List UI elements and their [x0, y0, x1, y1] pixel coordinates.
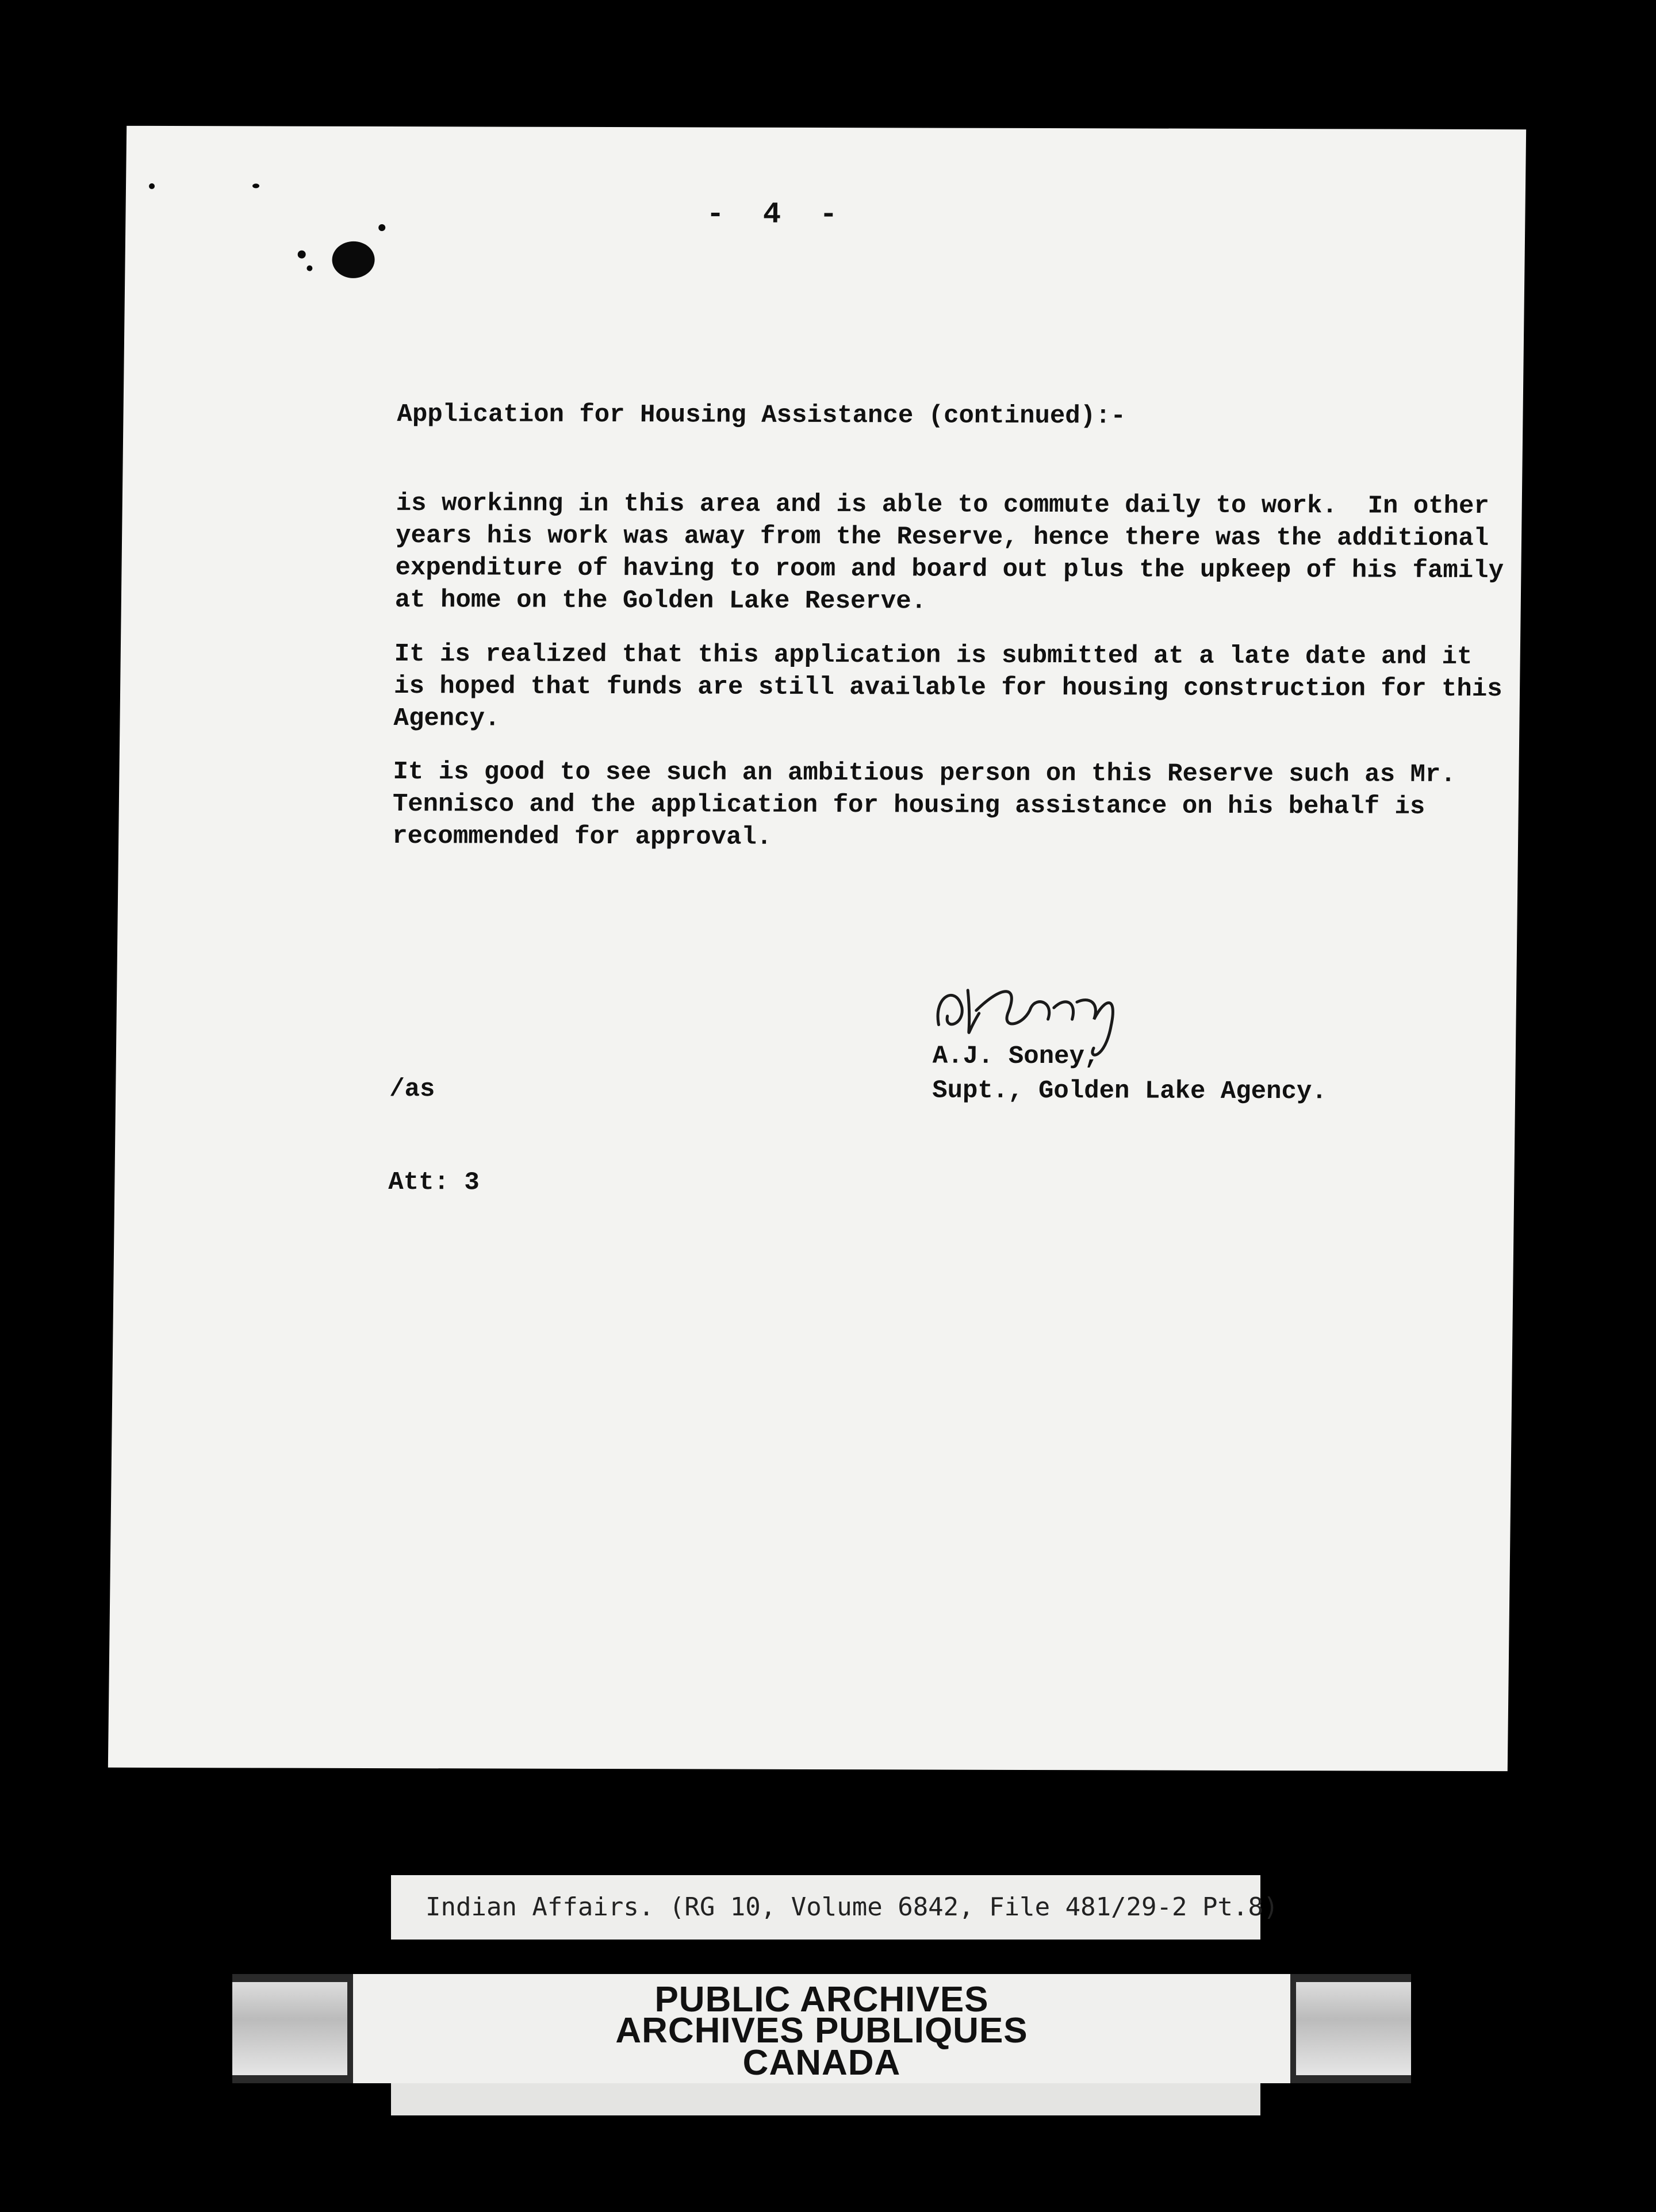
- archive-stamp: [353, 1974, 1290, 2083]
- ink-blot: [332, 241, 375, 278]
- stamp-line: PUBLIC ARCHIVES: [654, 1980, 989, 2019]
- body-paragraph: It is realized that this application is submitted at a late date and it is hoped that funds are still available for housing construction for this Agency.: [393, 640, 1502, 734]
- attachments-note: Att: 3: [388, 1168, 480, 1197]
- page-number: - 4 -: [706, 197, 848, 232]
- body-paragraph: It is good to see such an ambitious person on this Reserve such as Mr. Tennisco and the application for housing assistance on his behalf is recommended for approval.: [392, 758, 1456, 852]
- ink-spot: [298, 251, 306, 259]
- stamp-line: ARCHIVES PUBLIQUES: [615, 2011, 1028, 2050]
- ink-spot: [378, 224, 385, 231]
- archive-reference: Indian Affairs. (RG 10, Volume 6842, File 481/29-2 Pt.8): [425, 1892, 1279, 1922]
- archive-stamp-strip: [232, 1974, 1411, 2083]
- document-page: [108, 126, 1526, 1771]
- document-heading: Application for Housing Assistance (continued):-: [397, 400, 1126, 431]
- body-paragraph: is workinng in this area and is able to commute daily to work. In other years his work was away from the Reserve, hence there was the additional expenditure of having to room and board out plus the upkeep of his family at home on the Golden Lake Reserve.: [394, 489, 1504, 616]
- ink-spot: [306, 266, 312, 271]
- film-clip-left: [232, 1982, 347, 2075]
- ink-spot: [149, 183, 155, 189]
- archive-reference-label: [391, 1875, 1279, 1940]
- stamp-line: CANADA: [742, 2043, 901, 2083]
- label-edge: [391, 2083, 1260, 2115]
- typist-initials: /as: [389, 1075, 435, 1104]
- ink-spot: [252, 183, 259, 188]
- signatory-title: Supt., Golden Lake Agency.: [931, 1076, 1327, 1107]
- signatory-name: A.J. Soney,: [932, 1042, 1100, 1072]
- film-clip-right: [1296, 1982, 1411, 2075]
